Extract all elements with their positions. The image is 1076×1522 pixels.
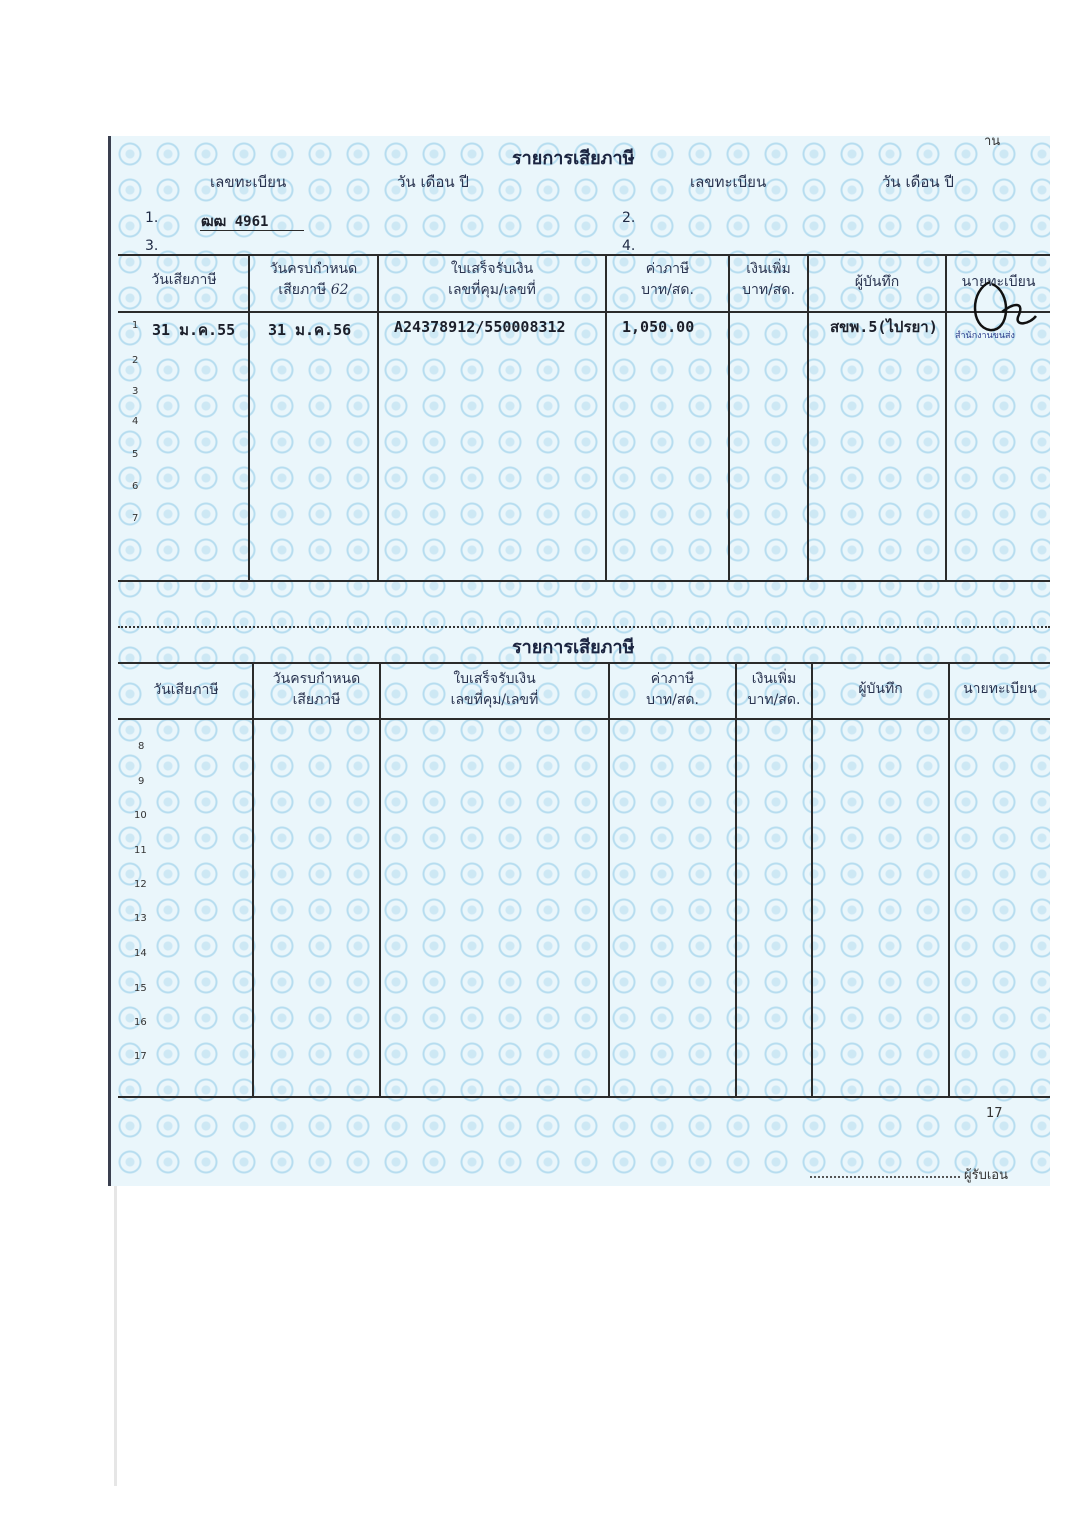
table1-header-due-date-line2: เสียภาษี 62 [278,282,349,298]
table2-header-tax [610,669,735,711]
table2-top-border [118,662,1050,664]
reg-slot-1-underline [200,230,304,231]
table2-col-divider [252,662,254,1096]
row-number: 12 [134,879,147,890]
table1-bottom-border [118,580,1050,582]
reg-slot-4-number: 4. [622,238,636,254]
table1-col-divider [728,254,730,580]
reg-label-right: เลขทะเบียน [690,173,767,191]
row-number: 5 [132,449,139,460]
reg-slot-2-number: 2. [622,210,636,226]
handwritten-year-note: 62 [330,282,349,298]
reg-label-left: เลขทะเบียน [210,173,287,191]
row-number: 2 [132,355,139,366]
table1-header-tax-date: วันเสียภาษี [151,272,217,288]
table2-header-receipt [381,669,608,711]
row-number: 10 [134,810,147,821]
table1-header-surcharge-line1: เงินเพิ่ม [746,261,791,277]
table1-col-divider [807,254,809,580]
table1-header-tax-line2: บาท/สด. [641,282,694,298]
date-label-left: วัน เดือน ปี [397,173,469,191]
table1-top-border [118,254,1050,256]
row-number: 11 [134,845,147,856]
section2-title: รายการเสียภาษี [512,637,635,658]
table2-header-due-date-line2: เสียภาษี [292,692,341,708]
table1-header-surcharge [730,259,807,301]
row-number: 9 [138,776,145,787]
table2-header-due-date [254,669,379,711]
table2-bottom-border [118,1096,1050,1098]
table1-header-registrar: นายทะเบียน [961,274,1036,290]
table2-col-divider [811,662,813,1096]
entry-receipt: A24378912/550008312 [394,318,566,336]
table2-header-surcharge-line2: บาท/สด. [747,692,801,708]
reg-slot-1-number: 1. [145,210,159,226]
entry-tax-date: 31 ม.ค.55 [152,321,236,339]
row-number: 6 [132,481,139,492]
row-number: 16 [134,1017,147,1028]
corner-label: าน [984,134,1001,149]
table1-col-divider [605,254,607,580]
row-number: 17 [134,1051,147,1062]
table1-header-due-date-line1: วันครบกำหนด [269,261,358,277]
table2-col-divider [608,662,610,1096]
footer-dotted-line [810,1176,960,1178]
entry-recorder: สขพ.5(ไปรยา) [830,318,938,336]
table2-col-divider [735,662,737,1096]
reg-slot-3-number: 3. [145,238,159,254]
row-number: 4 [132,416,139,427]
date-label-right: วัน เดือน ปี [882,173,954,191]
table2-header-registrar: นายทะเบียน [963,681,1037,697]
row-number: 1 [132,320,139,331]
table1-header-surcharge-line2: บาท/สด. [742,282,795,298]
table2-header-bottom [118,718,1050,720]
table1-header-due-date [250,259,377,301]
table1-col-divider [945,254,947,580]
perforation-line [118,626,1050,628]
reg-slot-1-value: ฒฒ 4961 [201,214,269,230]
table2-header-surcharge [737,669,811,711]
table2-header-tax-date: วันเสียภาษี [153,682,219,698]
row-number: 7 [132,513,139,524]
table2-header-receipt-line2: เลขที่คุม/เลขที่ [450,692,539,708]
table2-header-receipt-line1: ใบเสร็จรับเงิน [453,671,536,687]
table2-col-divider [379,662,381,1096]
registrar-stamp: สำนักงานขนส่ง [955,331,1015,341]
table1-header-recorder: ผู้บันทึก [854,274,900,290]
table1-header-tax [607,259,728,301]
table2-header-tax-line2: บาท/สด. [646,692,699,708]
row-number: 14 [134,948,147,959]
table1-header-receipt-line1: ใบเสร็จรับเงิน [450,261,534,277]
table1-col-divider [377,254,379,580]
row-number: 3 [132,386,139,397]
row-number: 8 [138,741,145,752]
scan-edge [114,1186,117,1486]
page-number: 17 [986,1106,1003,1121]
table1-header-receipt-line2: เลขที่คุม/เลขที่ [448,282,536,298]
table1-col-divider [248,254,250,580]
table1-header-tax-line1: ค่าภาษี [645,261,690,277]
table2-header-due-date-line1: วันครบกำหนด [272,671,361,687]
table1-header-receipt [379,259,605,301]
table2-header-surcharge-line1: เงินเพิ่ม [751,671,797,687]
section1-title: รายการเสียภาษี [512,148,635,169]
row-number: 15 [134,983,147,994]
entry-due-date: 31 ม.ค.56 [268,321,352,339]
table2-col-divider [948,662,950,1096]
footer-text: ผู้รับเอน [964,1168,1008,1183]
table2-header-tax-line1: ค่าภาษี [650,671,695,687]
registrar-signature-icon [960,272,1040,344]
table1-header-bottom [118,311,1050,313]
table2-header-recorder: ผู้บันทึก [858,681,903,697]
entry-tax: 1,050.00 [622,318,695,336]
row-number: 13 [134,913,147,924]
